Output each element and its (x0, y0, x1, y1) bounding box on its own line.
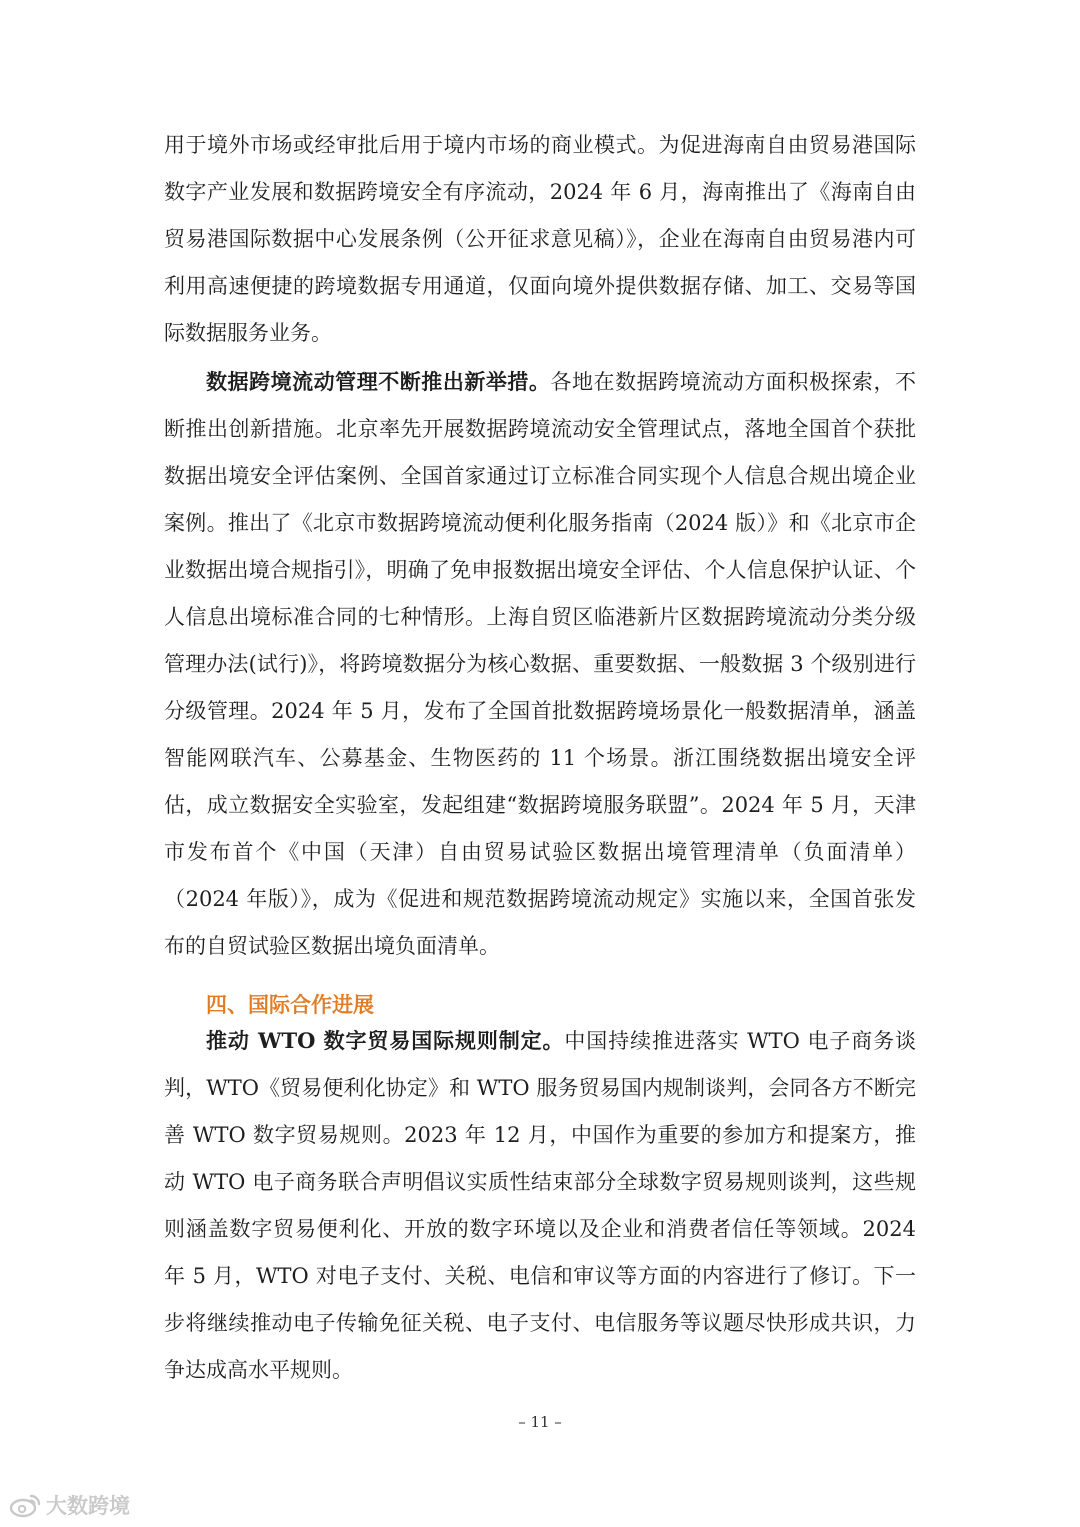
section-heading: 四、国际合作进展 (206, 993, 374, 1017)
paragraph-wto (164, 1017, 916, 1394)
weibo-logo-icon (8, 1492, 42, 1518)
page-number: – 11 – (518, 1413, 562, 1431)
paragraph-hainan (164, 122, 916, 357)
paragraph-text: 用于境外市场或经审批后用于境内市场的商业模式。为促进海南自由贸易港国际数字产业发展和数据跨境安全有序流动，2024 年 6 月，海南推出了《海南自由贸易港国际数据中心发展条例（公开征求意见稿）》，企业在海南自由贸易港内可利用高速便捷的跨境数据专用通道，仅面向境外提供数据存储、加工、交易等国际数据服务业务。 (164, 133, 916, 345)
paragraph-text: 中国持续推进落实 WTO 电子商务谈判，WTO《贸易便利化协定》和 WTO 服务贸易国内规制谈判，会同各方不断完善 WTO 数字贸易规则。2023 年 12 月，中国作为重要的参加方和提案方，推动 WTO 电子商务联合声明倡议实质性结束部分全球数字贸易规则谈判，这些规则涵盖数字贸易便利化、开放的数字环境以及企业和消费者信任等领域。2024 年 5 月，WTO 对电子支付、关税、电信和审议等方面的内容进行了修订。下一步将继续推动电子传输免征关税、电子支付、电信服务等议题尽快形成共识，力争达成高水平规则。 (164, 1029, 916, 1382)
paragraph-lead: 推动 WTO 数字贸易国际规则制定。 (206, 1028, 565, 1053)
watermark (8, 1490, 130, 1520)
paragraph-lead: 数据跨境流动管理不断推出新举措。 (206, 369, 551, 394)
watermark-text: 大数跨境 (46, 1494, 130, 1518)
paragraph-data-cross-border (164, 358, 916, 970)
paragraph-text: 各地在数据跨境流动方面积极探索，不断推出创新措施。北京率先开展数据跨境流动安全管理试点，落地全国首个获批数据出境安全评估案例、全国首家通过订立标准合同实现个人信息合规出境企业案例。推出了《北京市数据跨境流动便利化服务指南（2024 版）》和《北京市企业数据出境合规指引》，明确了免申报数据出境安全评估、个人信息保护认证、个人信息出境标准合同的七种情形。上海自贸区临港新片区数据跨境流动分类分级管理办法(试行)》，将跨境数据分为核心数据、重要数据、一般数据 3 个级别进行分级管理。2024 年 5 月，发布了全国首批数据跨境场景化一般数据清单，涵盖智能网联汽车、公募基金、生物医药的 11 个场景。浙江围绕数据出境安全评估，成立数据安全实验室，发起组建“数据跨境服务联盟”。2024 年 5 月，天津市发布首个《中国（天津）自由贸易试验区数据出境管理清单（负面清单）（2024 年版）》，成为《促进和规范数据跨境流动规定》实施以来，全国首张发布的自贸试验区数据出境负面清单。 (164, 370, 916, 958)
